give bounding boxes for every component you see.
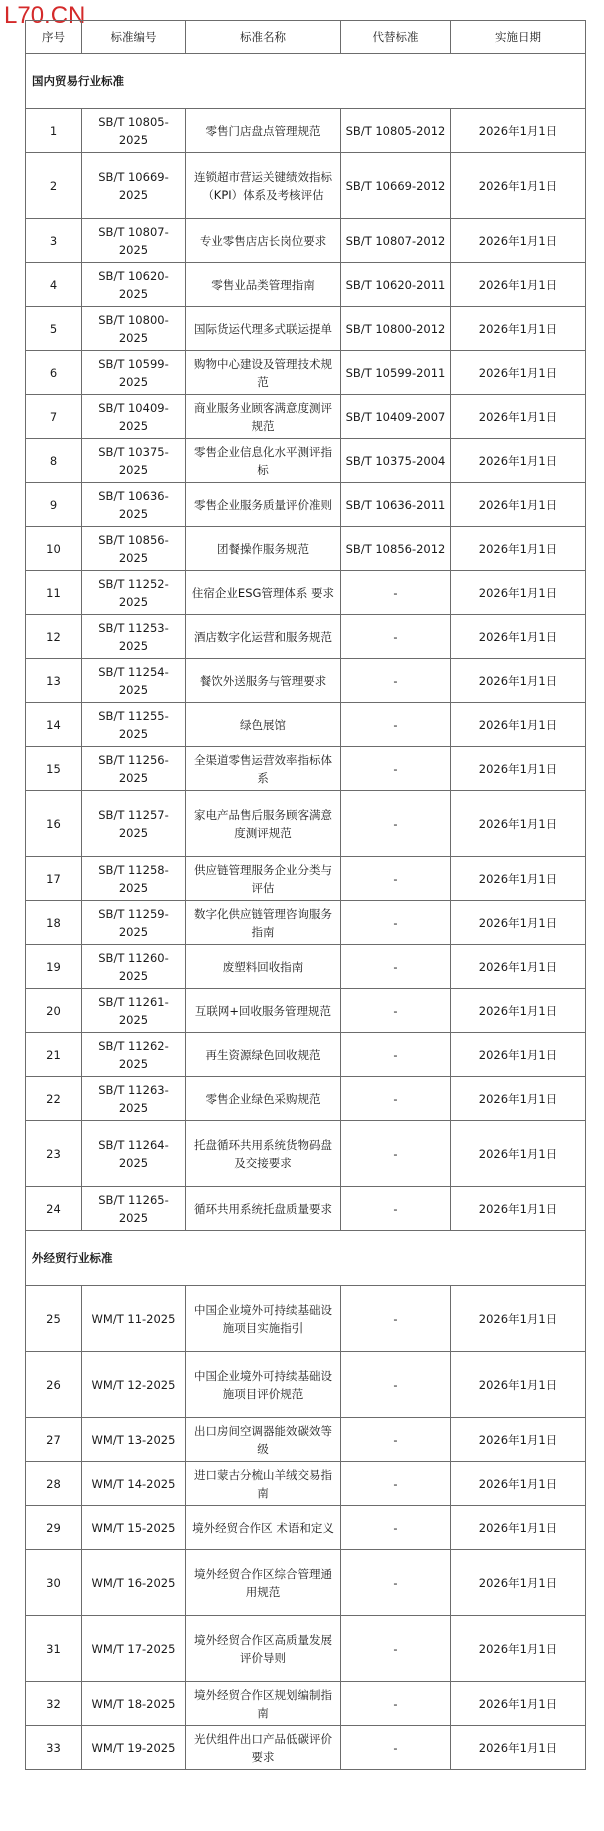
cell-name: 再生资源绿色回收规范 — [186, 1033, 341, 1077]
table-row — [26, 791, 586, 857]
cell-replace: - — [341, 1418, 451, 1462]
table-row — [26, 153, 586, 219]
cell-code: WM/T 12-2025 — [82, 1352, 186, 1418]
section-title: 外经贸行业标准 — [26, 1231, 586, 1286]
cell-code: SB/T 10669-2025 — [82, 153, 186, 219]
cell-code: SB/T 10856-2025 — [82, 527, 186, 571]
cell-code: SB/T 11259-2025 — [82, 901, 186, 945]
cell-code: SB/T 11262-2025 — [82, 1033, 186, 1077]
cell-name: 酒店数字化运营和服务规范 — [186, 615, 341, 659]
cell-replace: - — [341, 791, 451, 857]
cell-code: SB/T 10409-2025 — [82, 395, 186, 439]
section-row — [26, 54, 586, 109]
cell-no: 19 — [26, 945, 82, 989]
cell-replace: - — [341, 1616, 451, 1682]
table-row — [26, 527, 586, 571]
cell-code: SB/T 11260-2025 — [82, 945, 186, 989]
table-row — [26, 1077, 586, 1121]
cell-replace: - — [341, 1506, 451, 1550]
cell-name: 绿色展馆 — [186, 703, 341, 747]
cell-code: SB/T 10375-2025 — [82, 439, 186, 483]
cell-name: 国际货运代理多式联运提单 — [186, 307, 341, 351]
cell-date: 2026年1月1日 — [451, 747, 586, 791]
cell-replace: - — [341, 857, 451, 901]
cell-no: 6 — [26, 351, 82, 395]
cell-code: WM/T 15-2025 — [82, 1506, 186, 1550]
section-title: 国内贸易行业标准 — [26, 54, 586, 109]
cell-no: 12 — [26, 615, 82, 659]
cell-name: 境外经贸合作区规划编制指南 — [186, 1682, 341, 1726]
cell-date: 2026年1月1日 — [451, 703, 586, 747]
cell-no: 22 — [26, 1077, 82, 1121]
table-row — [26, 1462, 586, 1506]
cell-no: 4 — [26, 263, 82, 307]
cell-replace: - — [341, 1187, 451, 1231]
cell-code: SB/T 10807-2025 — [82, 219, 186, 263]
cell-replace: - — [341, 615, 451, 659]
cell-no: 30 — [26, 1550, 82, 1616]
table-row — [26, 1033, 586, 1077]
table-row — [26, 703, 586, 747]
cell-replace: - — [341, 901, 451, 945]
site-watermark: L70.CN — [4, 2, 86, 29]
cell-replace: - — [341, 1462, 451, 1506]
table-row — [26, 395, 586, 439]
table-row — [26, 1418, 586, 1462]
cell-date: 2026年1月1日 — [451, 1187, 586, 1231]
cell-name: 团餐操作服务规范 — [186, 527, 341, 571]
table-row — [26, 219, 586, 263]
header-replace: 代替标准 — [341, 21, 451, 54]
cell-date: 2026年1月1日 — [451, 659, 586, 703]
cell-date: 2026年1月1日 — [451, 1286, 586, 1352]
cell-no: 28 — [26, 1462, 82, 1506]
cell-no: 32 — [26, 1682, 82, 1726]
cell-replace: SB/T 10807-2012 — [341, 219, 451, 263]
cell-replace: - — [341, 1077, 451, 1121]
cell-no: 11 — [26, 571, 82, 615]
cell-replace: - — [341, 1121, 451, 1187]
cell-replace: - — [341, 1550, 451, 1616]
cell-date: 2026年1月1日 — [451, 483, 586, 527]
cell-code: SB/T 10805-2025 — [82, 109, 186, 153]
cell-date: 2026年1月1日 — [451, 989, 586, 1033]
cell-date: 2026年1月1日 — [451, 571, 586, 615]
cell-no: 8 — [26, 439, 82, 483]
cell-replace: SB/T 10409-2007 — [341, 395, 451, 439]
cell-code: SB/T 10599-2025 — [82, 351, 186, 395]
cell-replace: - — [341, 1286, 451, 1352]
cell-no: 31 — [26, 1616, 82, 1682]
cell-name: 光伏组件出口产品低碳评价要求 — [186, 1726, 341, 1770]
cell-name: 连锁超市营运关键绩效指标（KPI）体系及考核评估 — [186, 153, 341, 219]
cell-code: WM/T 11-2025 — [82, 1286, 186, 1352]
cell-code: SB/T 11263-2025 — [82, 1077, 186, 1121]
cell-date: 2026年1月1日 — [451, 439, 586, 483]
cell-code: WM/T 13-2025 — [82, 1418, 186, 1462]
cell-no: 26 — [26, 1352, 82, 1418]
cell-replace: SB/T 10805-2012 — [341, 109, 451, 153]
cell-code: SB/T 11253-2025 — [82, 615, 186, 659]
cell-replace: - — [341, 659, 451, 703]
cell-name: 专业零售店店长岗位要求 — [186, 219, 341, 263]
cell-replace: - — [341, 1352, 451, 1418]
cell-no: 3 — [26, 219, 82, 263]
cell-date: 2026年1月1日 — [451, 791, 586, 857]
table-row — [26, 351, 586, 395]
cell-name: 购物中心建设及管理技术规范 — [186, 351, 341, 395]
cell-code: WM/T 14-2025 — [82, 1462, 186, 1506]
cell-name: 零售企业绿色采购规范 — [186, 1077, 341, 1121]
cell-code: SB/T 10636-2025 — [82, 483, 186, 527]
cell-code: SB/T 11255-2025 — [82, 703, 186, 747]
table-row — [26, 109, 586, 153]
cell-no: 25 — [26, 1286, 82, 1352]
cell-date: 2026年1月1日 — [451, 109, 586, 153]
table-row — [26, 1726, 586, 1770]
cell-no: 15 — [26, 747, 82, 791]
cell-code: SB/T 11261-2025 — [82, 989, 186, 1033]
cell-date: 2026年1月1日 — [451, 307, 586, 351]
table-row — [26, 1616, 586, 1682]
cell-no: 24 — [26, 1187, 82, 1231]
table-row — [26, 483, 586, 527]
cell-replace: SB/T 10800-2012 — [341, 307, 451, 351]
cell-name: 零售业品类管理指南 — [186, 263, 341, 307]
header-code: 标准编号 — [82, 21, 186, 54]
table-row — [26, 989, 586, 1033]
cell-no: 21 — [26, 1033, 82, 1077]
table-header-row — [26, 21, 586, 54]
cell-no: 7 — [26, 395, 82, 439]
cell-date: 2026年1月1日 — [451, 263, 586, 307]
cell-name: 中国企业境外可持续基础设施项目评价规范 — [186, 1352, 341, 1418]
cell-name: 餐饮外送服务与管理要求 — [186, 659, 341, 703]
cell-date: 2026年1月1日 — [451, 1726, 586, 1770]
cell-name: 零售企业服务质量评价准则 — [186, 483, 341, 527]
cell-no: 1 — [26, 109, 82, 153]
cell-name: 进口蒙古分梳山羊绒交易指南 — [186, 1462, 341, 1506]
cell-date: 2026年1月1日 — [451, 1616, 586, 1682]
cell-name: 互联网+回收服务管理规范 — [186, 989, 341, 1033]
header-no: 序号 — [26, 21, 82, 54]
cell-date: 2026年1月1日 — [451, 1682, 586, 1726]
cell-name: 出口房间空调器能效碳效等级 — [186, 1418, 341, 1462]
cell-replace: SB/T 10375-2004 — [341, 439, 451, 483]
table-row — [26, 1352, 586, 1418]
cell-code: SB/T 11254-2025 — [82, 659, 186, 703]
table-row — [26, 439, 586, 483]
cell-date: 2026年1月1日 — [451, 1462, 586, 1506]
table-row — [26, 659, 586, 703]
cell-replace: - — [341, 945, 451, 989]
table-row — [26, 901, 586, 945]
cell-code: WM/T 19-2025 — [82, 1726, 186, 1770]
cell-code: SB/T 10620-2025 — [82, 263, 186, 307]
cell-no: 13 — [26, 659, 82, 703]
cell-replace: SB/T 10669-2012 — [341, 153, 451, 219]
cell-no: 10 — [26, 527, 82, 571]
cell-replace: SB/T 10856-2012 — [341, 527, 451, 571]
cell-no: 5 — [26, 307, 82, 351]
cell-replace: - — [341, 571, 451, 615]
cell-no: 20 — [26, 989, 82, 1033]
cell-no: 29 — [26, 1506, 82, 1550]
cell-replace: - — [341, 1033, 451, 1077]
cell-code: SB/T 11252-2025 — [82, 571, 186, 615]
table-row — [26, 1506, 586, 1550]
cell-date: 2026年1月1日 — [451, 1418, 586, 1462]
header-date: 实施日期 — [451, 21, 586, 54]
cell-name: 数字化供应链管理咨询服务指南 — [186, 901, 341, 945]
cell-code: SB/T 11257-2025 — [82, 791, 186, 857]
table-row — [26, 1187, 586, 1231]
cell-date: 2026年1月1日 — [451, 1121, 586, 1187]
cell-no: 27 — [26, 1418, 82, 1462]
cell-date: 2026年1月1日 — [451, 901, 586, 945]
cell-name: 住宿企业ESG管理体系 要求 — [186, 571, 341, 615]
cell-name: 家电产品售后服务顾客满意度测评规范 — [186, 791, 341, 857]
cell-code: SB/T 11256-2025 — [82, 747, 186, 791]
cell-code: SB/T 11264-2025 — [82, 1121, 186, 1187]
cell-replace: - — [341, 1726, 451, 1770]
table-row — [26, 857, 586, 901]
cell-no: 16 — [26, 791, 82, 857]
cell-date: 2026年1月1日 — [451, 1506, 586, 1550]
cell-name: 境外经贸合作区综合管理通用规范 — [186, 1550, 341, 1616]
cell-date: 2026年1月1日 — [451, 615, 586, 659]
cell-code: WM/T 16-2025 — [82, 1550, 186, 1616]
cell-replace: - — [341, 989, 451, 1033]
cell-name: 中国企业境外可持续基础设施项目实施指引 — [186, 1286, 341, 1352]
table-row — [26, 571, 586, 615]
table-row — [26, 1550, 586, 1616]
cell-date: 2026年1月1日 — [451, 1077, 586, 1121]
cell-name: 循环共用系统托盘质量要求 — [186, 1187, 341, 1231]
cell-no: 17 — [26, 857, 82, 901]
table-row — [26, 1286, 586, 1352]
cell-no: 9 — [26, 483, 82, 527]
cell-code: SB/T 11265-2025 — [82, 1187, 186, 1231]
section-row — [26, 1231, 586, 1286]
cell-date: 2026年1月1日 — [451, 945, 586, 989]
table-row — [26, 1121, 586, 1187]
standards-table — [25, 20, 586, 1770]
cell-name: 境外经贸合作区 术语和定义 — [186, 1506, 341, 1550]
cell-date: 2026年1月1日 — [451, 527, 586, 571]
table-row — [26, 307, 586, 351]
table-row — [26, 945, 586, 989]
header-name: 标准名称 — [186, 21, 341, 54]
table-row — [26, 615, 586, 659]
cell-replace: - — [341, 703, 451, 747]
cell-date: 2026年1月1日 — [451, 395, 586, 439]
cell-date: 2026年1月1日 — [451, 1033, 586, 1077]
cell-name: 供应链管理服务企业分类与评估 — [186, 857, 341, 901]
cell-code: SB/T 11258-2025 — [82, 857, 186, 901]
cell-replace: - — [341, 1682, 451, 1726]
cell-code: WM/T 18-2025 — [82, 1682, 186, 1726]
cell-name: 商业服务业顾客满意度测评规范 — [186, 395, 341, 439]
table-row — [26, 263, 586, 307]
cell-no: 18 — [26, 901, 82, 945]
cell-name: 境外经贸合作区高质量发展评价导则 — [186, 1616, 341, 1682]
cell-code: SB/T 10800-2025 — [82, 307, 186, 351]
cell-date: 2026年1月1日 — [451, 219, 586, 263]
cell-name: 零售门店盘点管理规范 — [186, 109, 341, 153]
cell-replace: SB/T 10620-2011 — [341, 263, 451, 307]
cell-no: 23 — [26, 1121, 82, 1187]
cell-replace: SB/T 10599-2011 — [341, 351, 451, 395]
table-row — [26, 747, 586, 791]
cell-replace: - — [341, 747, 451, 791]
cell-name: 零售企业信息化水平测评指标 — [186, 439, 341, 483]
cell-no: 14 — [26, 703, 82, 747]
cell-date: 2026年1月1日 — [451, 153, 586, 219]
cell-date: 2026年1月1日 — [451, 351, 586, 395]
cell-name: 废塑料回收指南 — [186, 945, 341, 989]
cell-name: 全渠道零售运营效率指标体系 — [186, 747, 341, 791]
cell-code: WM/T 17-2025 — [82, 1616, 186, 1682]
cell-date: 2026年1月1日 — [451, 1550, 586, 1616]
cell-date: 2026年1月1日 — [451, 1352, 586, 1418]
cell-name: 托盘循环共用系统货物码盘及交接要求 — [186, 1121, 341, 1187]
cell-no: 2 — [26, 153, 82, 219]
cell-replace: SB/T 10636-2011 — [341, 483, 451, 527]
cell-no: 33 — [26, 1726, 82, 1770]
table-row — [26, 1682, 586, 1726]
cell-date: 2026年1月1日 — [451, 857, 586, 901]
